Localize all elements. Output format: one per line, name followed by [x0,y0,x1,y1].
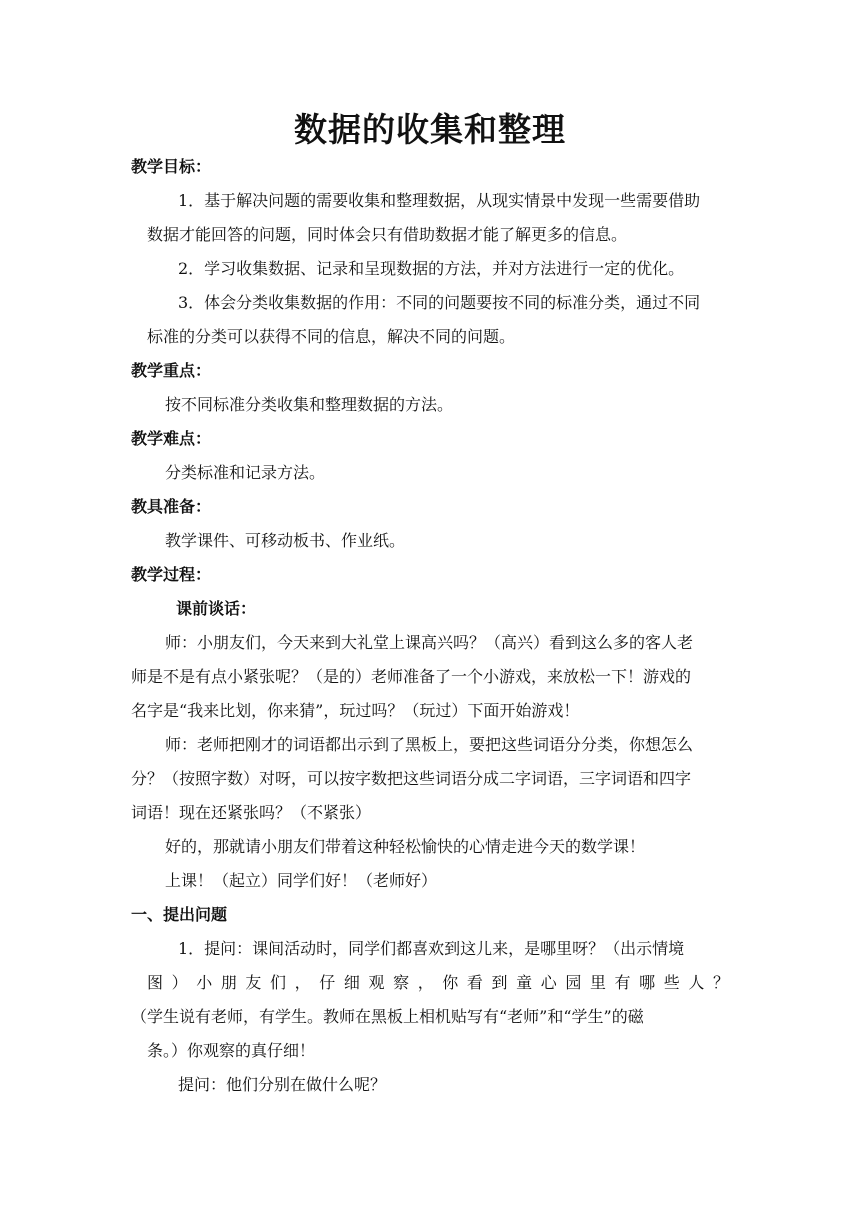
objective-3-line-1: 3．体会分类收集数据的作用：不同的问题要按不同的标准分类，通过不同 [178,293,701,312]
pre-class-para-4: 上课！（起立）同学们好！（老师好） [165,871,438,890]
difficulties-text: 分类标准和记录方法。 [165,463,326,482]
pre-class-para-2-line-3: 词语！现在还紧张吗？（不紧张） [131,803,372,822]
section-1-line-2: 图）小朋友们，仔细观察，你看到童心园里有哪些人？ [147,973,729,992]
section-1-line-3: （学生说有老师，有学生。教师在黑板上相机贴写有“老师”和“学生”的磁 [131,1007,644,1026]
section-1-line-4: 条。）你观察的真仔细！ [147,1041,316,1060]
heading-materials: 教具准备： [131,497,212,516]
heading-section-1: 一、提出问题 [131,905,228,924]
heading-teaching-objectives: 教学目标： [131,157,212,176]
objective-2: 2．学习收集数据、记录和呈现数据的方法，并对方法进行一定的优化。 [178,259,685,278]
materials-text: 教学课件、可移动板书、作业纸。 [165,531,406,550]
pre-class-para-3: 好的，那就请小朋友们带着这种轻松愉快的心情走进今天的数学课！ [165,837,646,856]
objective-1-line-2: 数据才能回答的问题，同时体会只有借助数据才能了解更多的信息。 [147,225,628,244]
pre-class-para-1-line-3: 名字是“我来比划，你来猜”，玩过吗？（玩过）下面开始游戏！ [131,701,580,720]
pre-class-para-1-line-2: 师是不是有点小紧张呢？（是的）老师准备了一个小游戏，来放松一下！游戏的 [131,667,692,686]
key-points-text: 按不同标准分类收集和整理数据的方法。 [165,395,454,414]
pre-class-para-2-line-2: 分？（按照字数）对呀，可以按字数把这些词语分成二字词语，三字词语和四字 [131,769,692,788]
section-1-question: 提问：他们分别在做什么呢？ [178,1075,387,1094]
objective-3-line-2: 标准的分类可以获得不同的信息，解决不同的问题。 [147,327,516,346]
pre-class-para-1-line-1: 师：小朋友们，今天来到大礼堂上课高兴吗？（高兴）看到这么多的客人老 [165,633,694,652]
objective-1-line-1: 1．基于解决问题的需要收集和整理数据，从现实情景中发现一些需要借助 [178,191,701,210]
subheading-pre-class-talk: 课前谈话： [176,599,257,618]
heading-key-points: 教学重点： [131,361,212,380]
heading-process: 教学过程： [131,565,212,584]
section-1-line-1: 1．提问：课间活动时，同学们都喜欢到这儿来，是哪里呀？（出示情境 [178,939,685,958]
heading-difficulties: 教学难点： [131,429,212,448]
pre-class-para-2-line-1: 师：老师把刚才的词语都出示到了黑板上，要把这些词语分分类，你想怎么 [165,735,694,754]
document-title: 数据的收集和整理 [294,110,566,149]
